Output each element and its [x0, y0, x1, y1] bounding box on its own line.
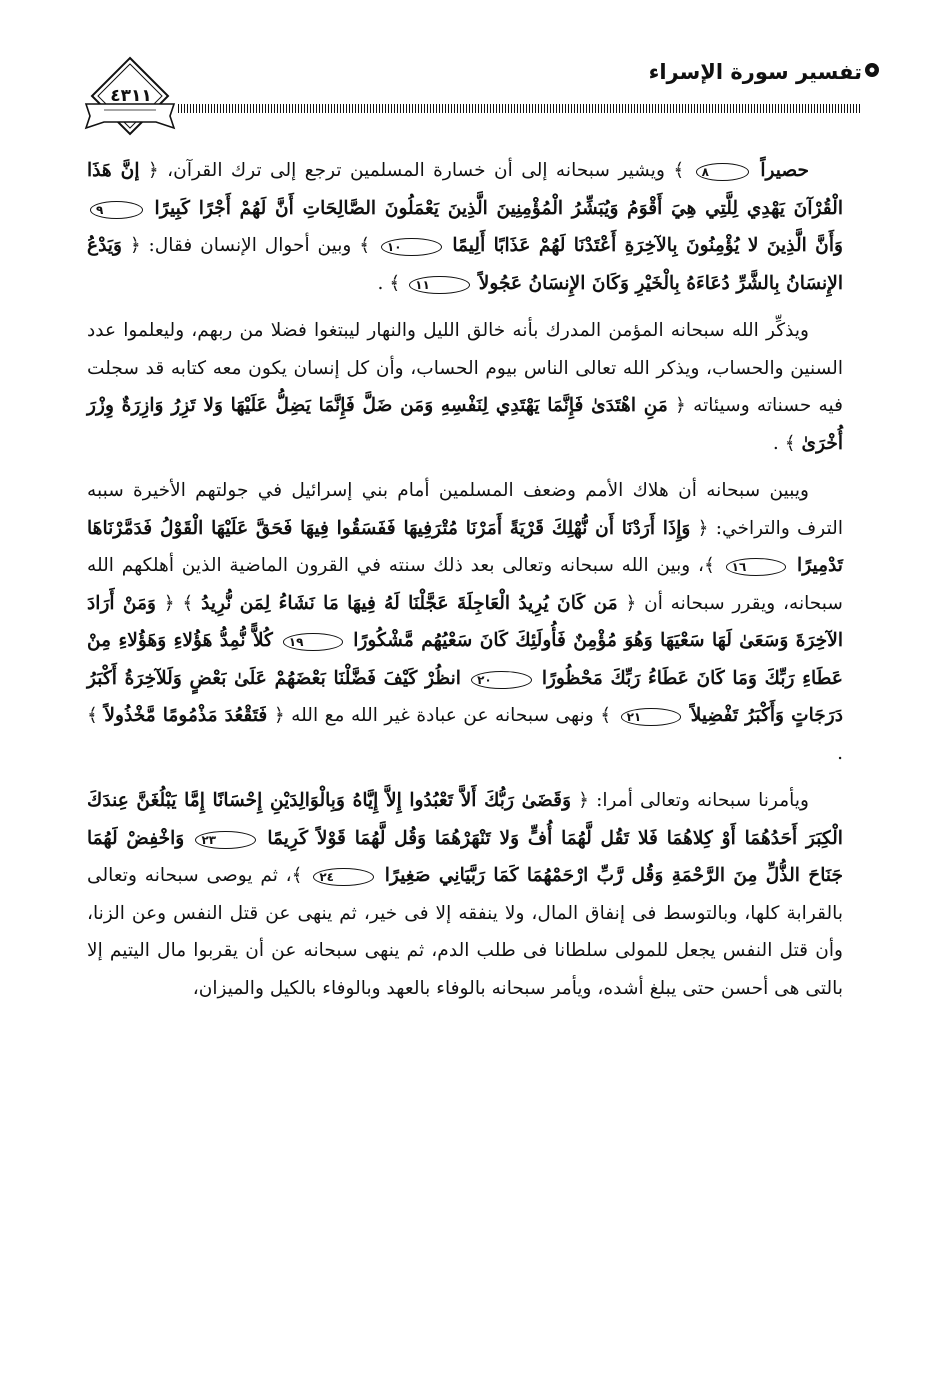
- quran-verse: كُلاًّ نُّمِدُّ هَؤُلاءِ وَهَؤُلاءِ مِنْ عَطَاءِ رَبِّكَ وَمَا كَانَ عَطَاءُ رَبِّكَ مَحْظُورًا: [87, 630, 843, 689]
- quran-verse: فَتَقْعُدَ مَذْمُومًا مَّخْذُولاً: [104, 705, 268, 726]
- quran-verse: وَإِذَا أَرَدْنَا أَن نُّهْلِكَ قَرْيَةً أَمَرْنَا مُتْرَفِيهَا فَفَسَقُوا فِيهَا فَحَقَّ عَلَيْهَا الْقَوْلُ فَدَمَّرْنَاهَا تَدْمِيرًا: [87, 517, 843, 576]
- verse-number-badge: ٢٤: [313, 868, 374, 886]
- commentary-text: ﴾ ويشير سبحانه إلى أن خسارة المسلمين ترجع إلى ترك القرآن، ﴿: [147, 160, 685, 181]
- commentary-text: ﴾ .: [377, 272, 401, 294]
- header-rule: [178, 104, 862, 113]
- quran-verse: حصيراً: [760, 160, 809, 181]
- commentary-text: ﴾ ﴿: [163, 592, 194, 614]
- commentary-text: ﴾ .: [87, 705, 843, 764]
- verse-number-badge: ١٩: [283, 633, 344, 651]
- verse-number-badge: ١١: [409, 276, 470, 294]
- quran-verse: وَقَضَىٰ رَبُّكَ أَلاَّ تَعْبُدُوا إِلاَّ إِيَّاهُ وَبِالْوَالِدَيْنِ إِحْسَانًا إِمَّا يَبْلُغَنَّ عِندَكَ الْكِبَرَ أَحَدُهُمَا أَوْ كِلاهُمَا فَلا تَقُل لَّهُمَا أُفٍّ وَلا تَنْهَرْهُمَا وَقُل لَّهُمَا قَوْلاً كَرِيمًا: [87, 790, 843, 849]
- paragraph: [87, 312, 843, 462]
- commentary-text: ويذكِّر الله سبحانه المؤمن المدرك بأنه خالق الليل والنهار ليبتغوا فضلا من ربهم، وليعلموا عدد السنين والحساب، ويذكر الله تعالى الناس بيوم الحساب، وأن كل إنسان يكون معه كتابه قد سجلت فيه حسناته وسيئاته ﴿: [87, 320, 843, 416]
- flower-ornament-icon: [864, 62, 880, 78]
- quran-verse: وَمَنْ أَرَادَ الآخِرَةَ وَسَعَىٰ لَهَا سَعْيَهَا وَهُوَ مُؤْمِنٌ فَأُولَئِكَ كَانَ سَعْيُهُم مَّشْكُورًا: [87, 592, 843, 651]
- body-text: [87, 152, 843, 1017]
- verse-number-badge: ١٠: [381, 238, 442, 256]
- commentary-text: ﴾، ثم يوصى سبحانه وتعالى بالقرابة كلها، وبالتوسط فى إنفاق المال، ولا ينفقه إلا فى خير، ثم ينهى عن قتل النفس وعن الزنا، وأن قتل النفس يجعل للمولى سلطانا فى طلب الدم، ثم ينهى سبحانه عن أن يقربوا مال اليتيم إلا بالتى هى أحسن حتى يبلغ أشده، ويأمر سبحانه بالوفاء بالعهد وبالوفاء بالكيل والميزان،: [87, 865, 843, 999]
- commentary-text: ﴾ .: [772, 432, 796, 454]
- quran-verse: وَأَنَّ الَّذِينَ لا يُؤْمِنُونَ بِالآخِرَةِ أَعْتَدْنَا لَهُمْ عَذَابًا أَلِيمًا: [452, 235, 843, 256]
- commentary-text: ويأمرنا سبحانه وتعالى أمرا: ﴿: [578, 790, 809, 811]
- paragraph: [87, 782, 843, 1007]
- page-header: [82, 44, 862, 150]
- quran-verse: إنَّ هَذَا الْقُرْآنَ يَهْدِي لِلَّتِي هِيَ أَقْوَمُ وَيُبَشِّرُ الْمُؤْمِنِينَ الَّذِينَ يَعْمَلُونَ الصَّالِحَاتِ أَنَّ لَهُمْ أَجْرًا كَبِيرًا: [87, 160, 843, 219]
- verse-number-badge: ٢١: [621, 708, 682, 726]
- verse-number-badge: ١٦: [726, 558, 787, 576]
- commentary-text: ﴾ وبين أحوال الإنسان فقال: ﴿: [129, 235, 371, 256]
- paragraph: [87, 152, 843, 302]
- quran-verse: مَن كَانَ يُرِيدُ الْعَاجِلَةَ عَجَّلْنَا لَهُ فِيهَا مَا نَشَاءُ لِمَن نُّرِيدُ: [201, 592, 618, 614]
- verse-number-badge: ٨: [696, 163, 749, 181]
- commentary-text: ﴾ ونهى سبحانه عن عبادة غير الله مع الله ﴿: [273, 705, 612, 726]
- quran-verse: وَاخْفِضْ لَهُمَا جَنَاحَ الذُّلِّ مِنَ الرَّحْمَةِ وَقُل رَّبِّ ارْحَمْهُمَا كَمَا رَبَّيَانِي صَغِيرًا: [87, 827, 844, 886]
- quran-verse: مَنِ اهْتَدَىٰ فَإِنَّمَا يَهْتَدِي لِنَفْسِهِ وَمَن ضَلَّ فَإِنَّمَا يَضِلُّ عَلَيْهَا وَلا تَزِرُ وَازِرَةٌ وِزْرَ أُخْرَىٰ: [87, 395, 843, 454]
- verse-number-badge: ٩: [90, 201, 143, 219]
- verse-number-badge: ٢٣: [195, 831, 256, 849]
- quran-verse: انظُرْ كَيْفَ فَضَّلْنَا بَعْضَهُمْ عَلَىٰ بَعْضٍ وَلَلآخِرَةُ أَكْبَرُ دَرَجَاتٍ وَأَكْبَرُ تَفْضِيلاً: [87, 667, 843, 726]
- commentary-text: ويبين سبحانه أن هلاك الأمم وضعف المسلمين أمام بني إسرائيل في جولتهم الأخيرة سببه الترف والتراخي: ﴿: [87, 480, 843, 539]
- header-title: تفسير سورة الإسراء: [648, 60, 862, 84]
- page-number: ٤٣١١: [110, 86, 152, 106]
- verse-number-badge: ٢٠: [471, 671, 532, 689]
- quran-verse: وَيَدْعُ الإِنسَانُ بِالشَّرِّ دُعَاءَهُ بِالْخَيْرِ وَكَانَ الإِنسَانُ عَجُولاً: [87, 235, 843, 294]
- paragraph: [87, 472, 843, 772]
- commentary-text: ﴾، وبين الله سبحانه وتعالى بعد ذلك سنته في القرون الماضية الذين أهلكهم الله سبحانه، ويقرر سبحانه أن ﴿: [87, 555, 843, 614]
